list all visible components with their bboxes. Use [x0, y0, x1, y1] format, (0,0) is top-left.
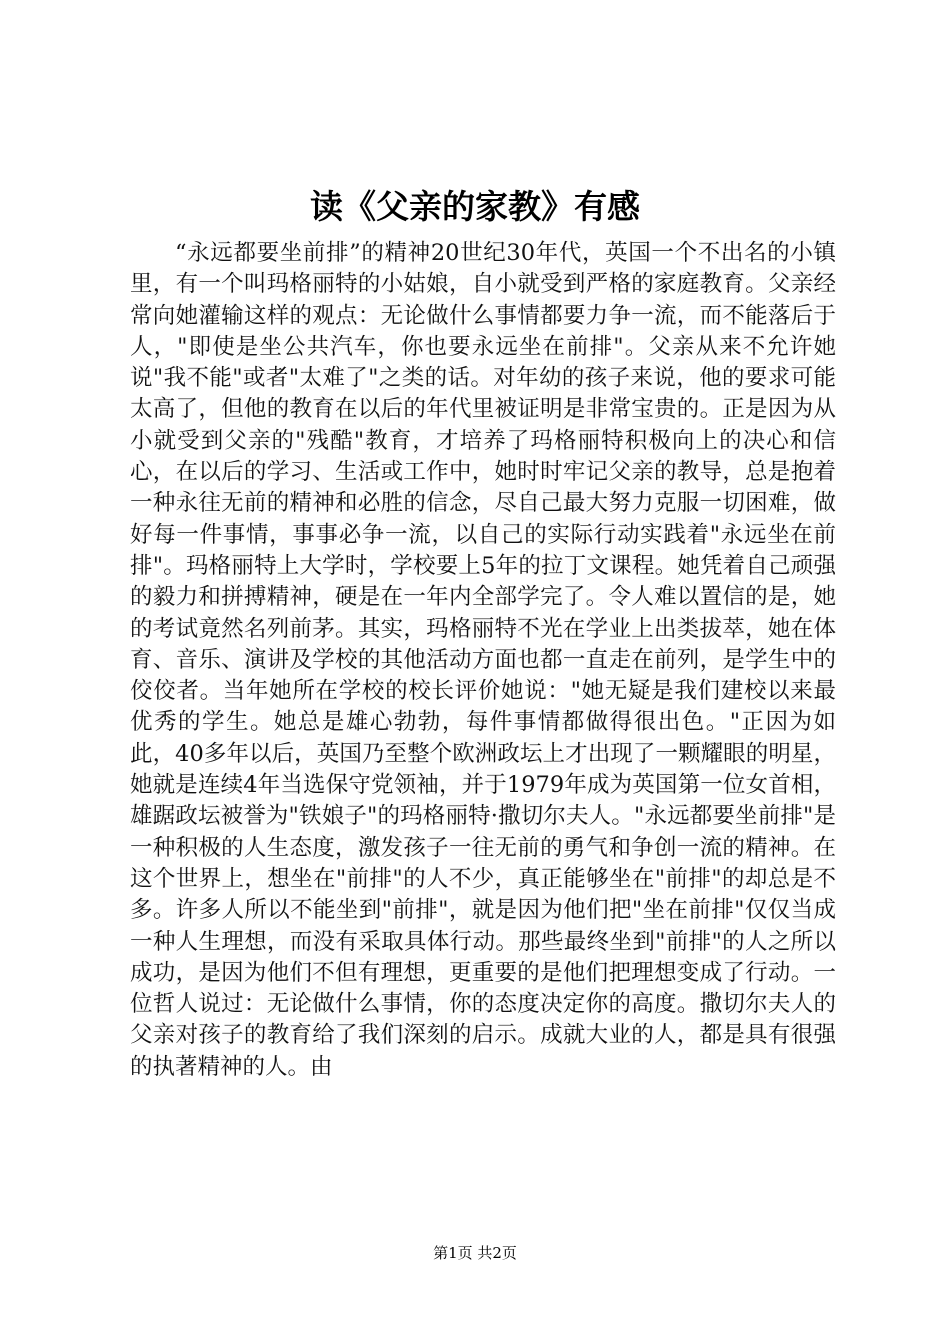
document-title: 读《父亲的家教》有感	[310, 187, 640, 226]
page-number-footer: 第1页 共2页	[433, 1244, 517, 1262]
body-paragraph: “永远都要坐前排”的精神20世纪30年代，英国一个不出名的小镇里，有一个叫玛格丽特的小姑娘，自小就受到严格的家庭教育。父亲经常向她灌输这样的观点：无论做什么事情都要力争一流，而不能落后于人，"即使是坐公共汽车，你也要永远坐在前排"。父亲从来不允许她说"我不能"或者"太难了"之类的话。对年幼的孩子来说，他的要求可能太高了，但他的教育在以后的年代里被证明是非常宝贵的。正是因为从小就受到父亲的"残酷"教育，才培养了玛格丽特积极向上的决心和信心，在以后的学习、生活或工作中，她时时牢记父亲的教导，总是抱着一种永往无前的精神和必胜的信念，尽自己最大努力克服一切困难，做好每一件事情，事事必争一流，以自己的实际行动实践着"永远坐在前排"。玛格丽特上大学时，学校要上5年的拉丁文课程。她凭着自己顽强的毅力和拼搏精神，硬是在一年内全部学完了。令人难以置信的是，她的考试竟然名列前茅。其实，玛格丽特不光在学业上出类拔萃，她在体育、音乐、演讲及学校的其他活动方面也都一直走在前列，是学生中的佼佼者。当年她所在学校的校长评价她说："她无疑是我们建校以来最优秀的学生。她总是雄心勃勃，每件事情都做得很出色。"正因为如此，40多年以后，英国乃至整个欧洲政坛上才出现了一颗耀眼的明星，她就是连续4年当选保守党领袖，并于1979年成为英国第一位女首相，雄踞政坛被誉为"铁娘子"的玛格丽特·撒切尔夫人。"永远都要坐前排"是一种积极的人生态度，激发孩子一往无前的勇气和争创一流的精神。在这个世界上，想坐在"前排"的人不少，真正能够坐在"前排"的却总是不多。许多人所以不能坐到"前排"，就是因为他们把"坐在前排"仅仅当成一种人生理想，而没有采取具体行动。那些最终坐到"前排"的人之所以成功，是因为他们不但有理想，更重要的是他们把理想变成了行动。一位哲人说过：无论做什么事情，你的态度决定你的高度。撒切尔夫人的父亲对孩子的教育给了我们深刻的启示。成就大业的人，都是具有很强的执著精神的人。由	[130, 240, 836, 1080]
